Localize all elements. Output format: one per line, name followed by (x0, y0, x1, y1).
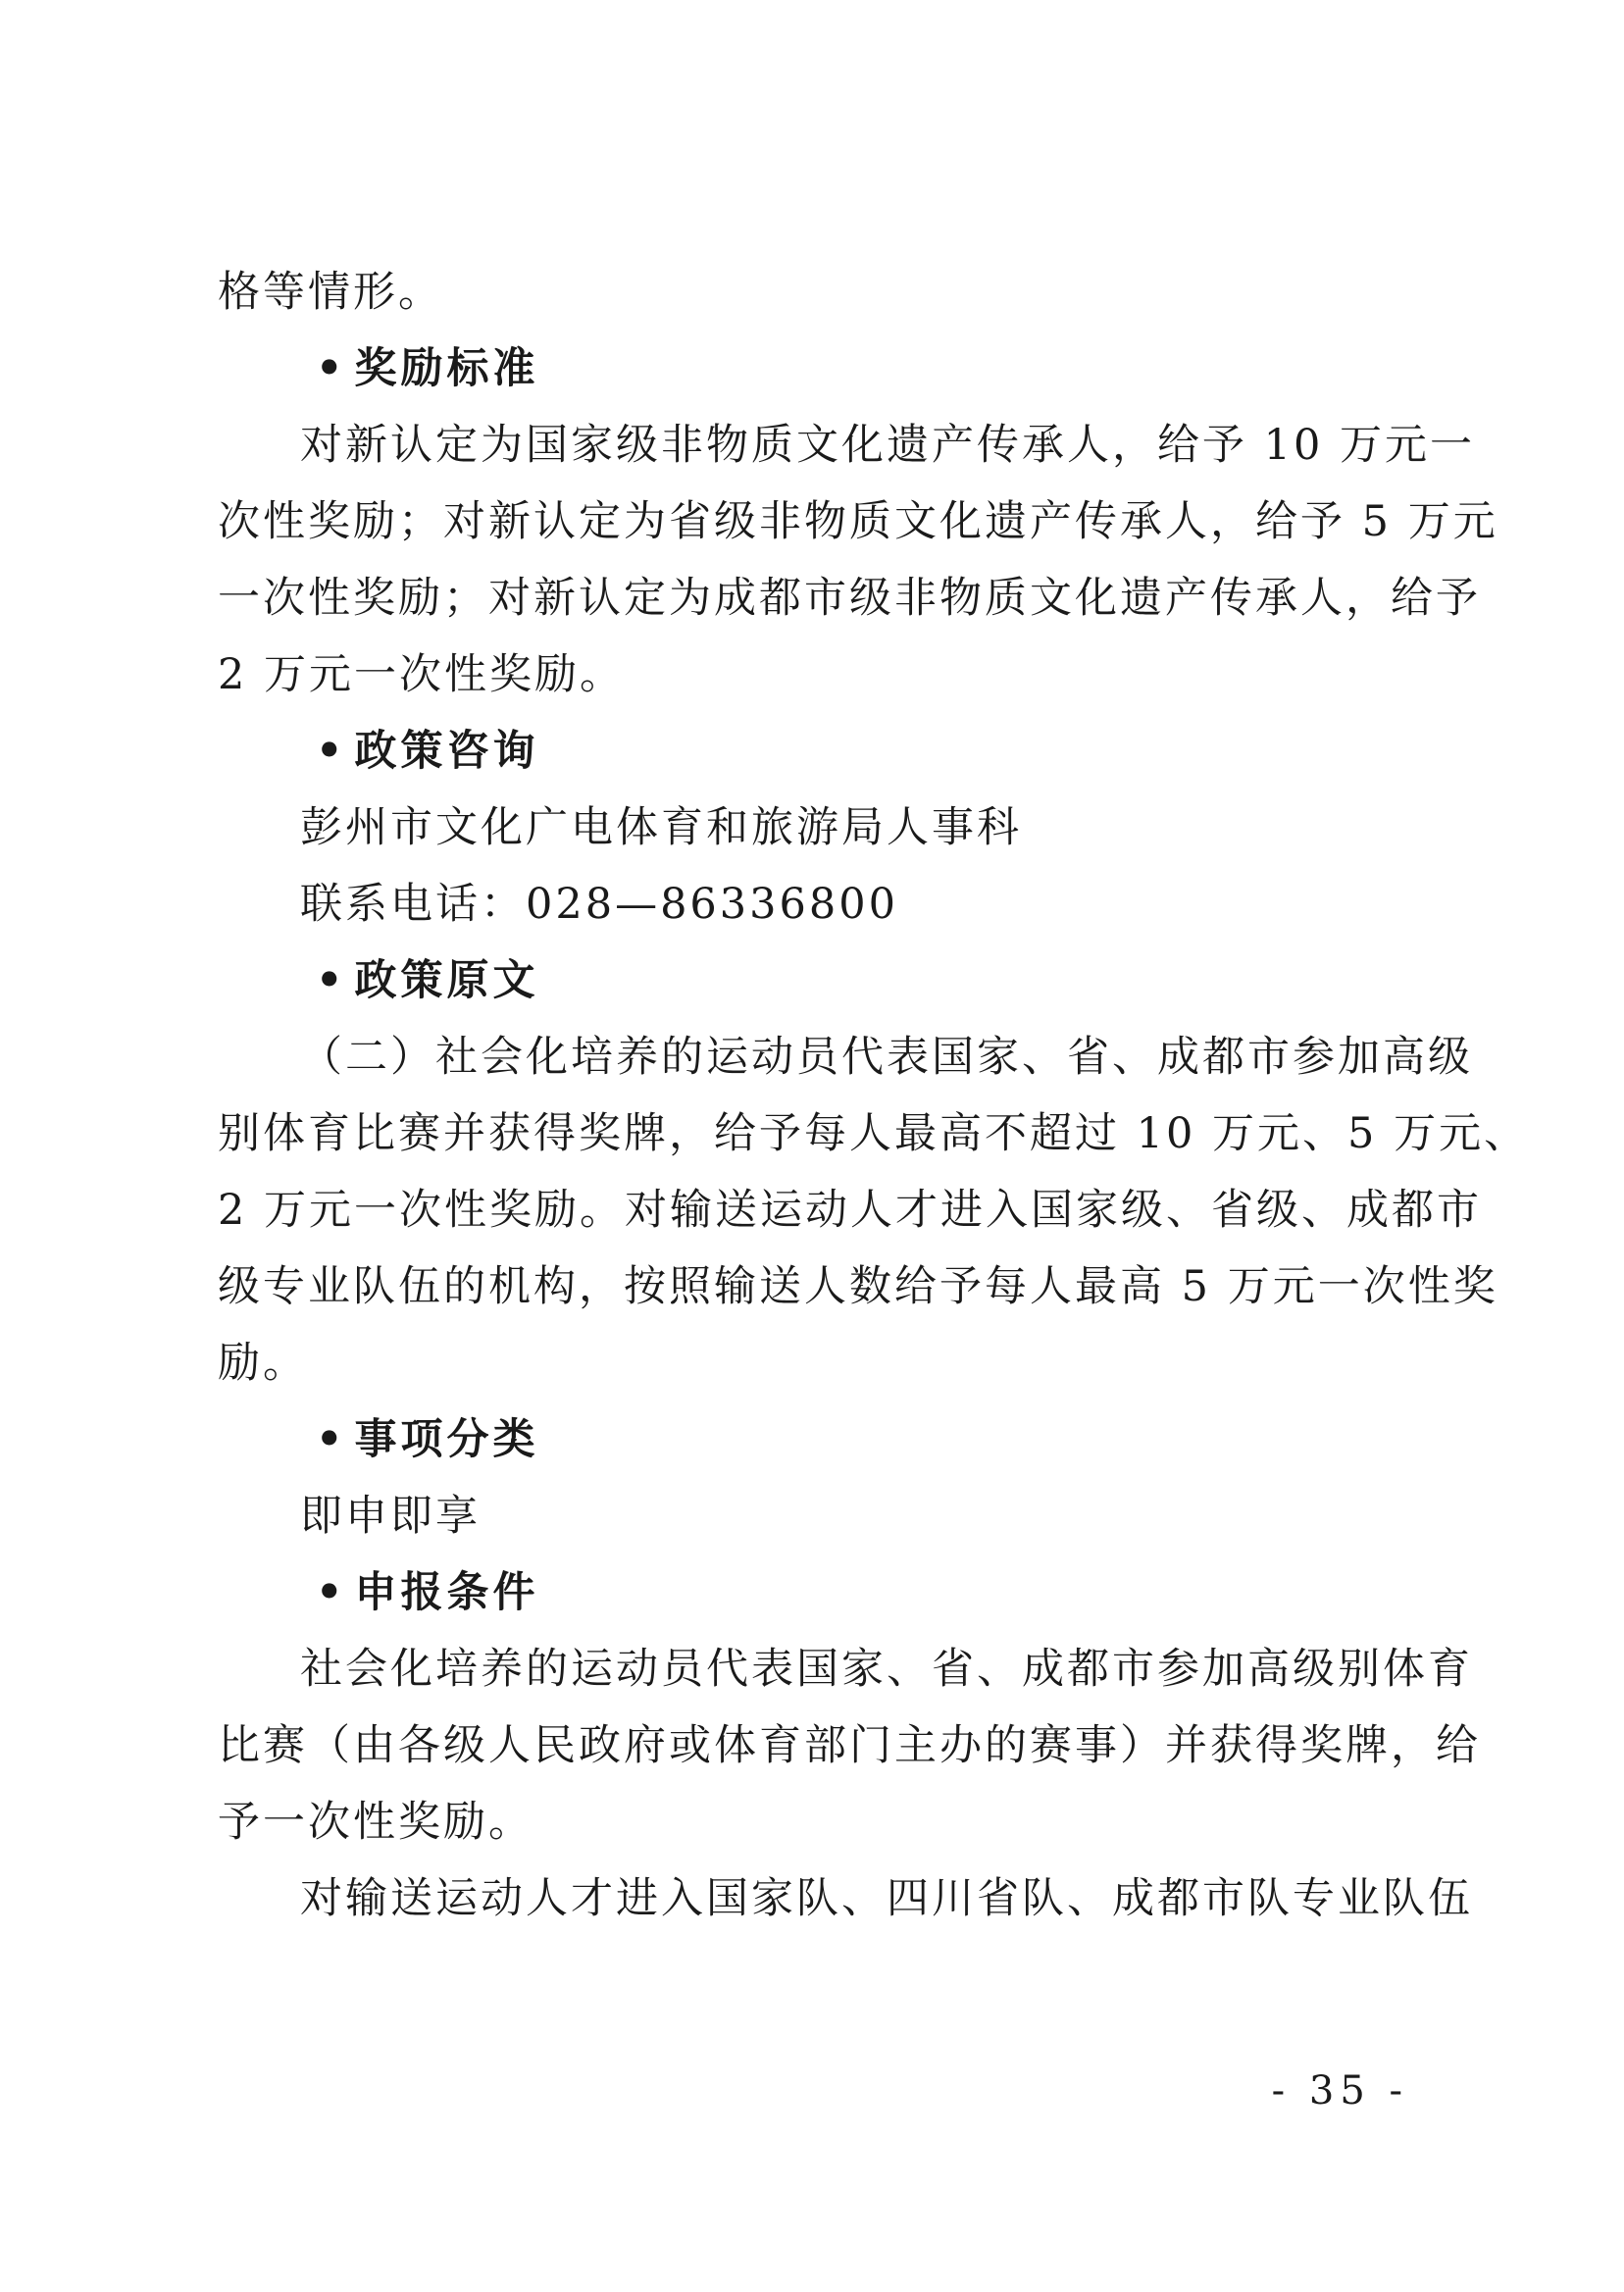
body-line: 即申即享 (300, 1492, 481, 1541)
section-heading-application-conditions: • 申报条件 (316, 1563, 538, 1622)
body-line: 励。 (218, 1339, 308, 1388)
body-line: 对输送运动人才进入国家队、四川省队、成都市队专业队伍 (300, 1874, 1473, 1923)
body-line: 2 万元一次性奖励。 (218, 650, 626, 699)
bullet-icon: • (316, 956, 347, 1005)
bullet-icon: • (316, 727, 347, 776)
page-number: - 35 - (1271, 2068, 1408, 2114)
contact-phone: 联系电话：028—86336800 (300, 880, 898, 929)
bullet-icon: • (316, 1568, 347, 1617)
bullet-icon: • (316, 1415, 347, 1464)
section-heading-reward-standard: • 奖励标准 (316, 339, 538, 398)
body-line: 一次性奖励；对新认定为成都市级非物质文化遗产传承人，给予 (218, 574, 1481, 623)
bullet-icon: • (316, 344, 347, 393)
contact-department: 彭州市文化广电体育和旅游局人事科 (300, 803, 1022, 852)
body-line: 社会化培养的运动员代表国家、省、成都市参加高级别体育 (300, 1645, 1473, 1694)
body-line: （二）社会化培养的运动员代表国家、省、成都市参加高级 (300, 1033, 1473, 1082)
body-line: 级专业队伍的机构，按照输送人数给予每人最高 5 万元一次性奖 (218, 1262, 1498, 1311)
section-heading-policy-text: • 政策原文 (316, 951, 538, 1010)
body-line: 比赛（由各级人民政府或体育部门主办的赛事）并获得奖牌，给 (218, 1721, 1481, 1770)
body-line: 格等情形。 (218, 268, 443, 317)
section-heading-item-category: • 事项分类 (316, 1410, 538, 1469)
body-line: 别体育比赛并获得奖牌，给予每人最高不超过 10 万元、5 万元、 (218, 1109, 1530, 1158)
body-line: 予一次性奖励。 (218, 1798, 533, 1847)
body-line: 次性奖励；对新认定为省级非物质文化遗产传承人，给予 5 万元 (218, 497, 1498, 546)
body-line: 对新认定为国家级非物质文化遗产传承人，给予 10 万元一 (300, 421, 1476, 470)
body-line: 2 万元一次性奖励。对输送运动人才进入国家级、省级、成都市 (218, 1186, 1483, 1235)
section-heading-policy-consult: • 政策咨询 (316, 722, 538, 781)
